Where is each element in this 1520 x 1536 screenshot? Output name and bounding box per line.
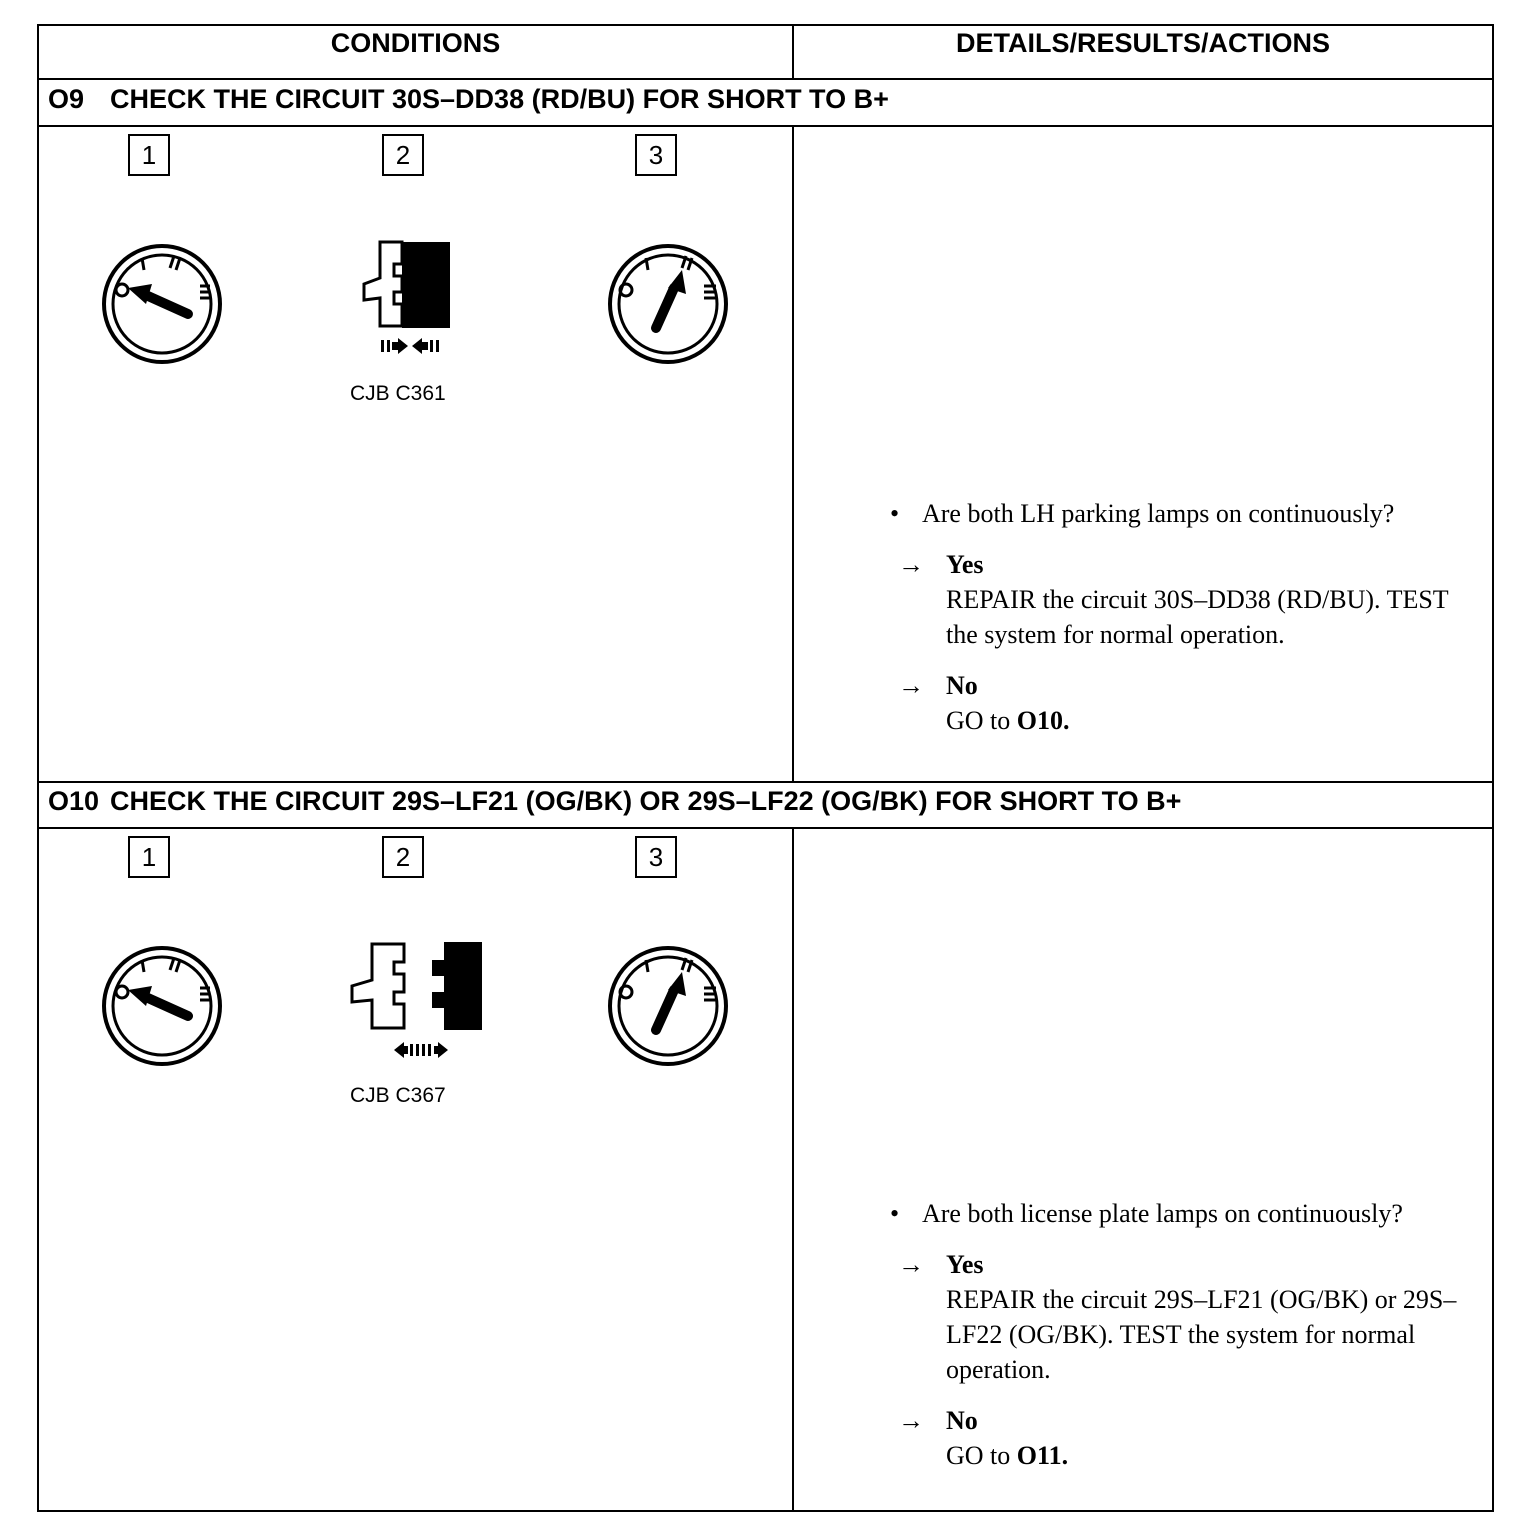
details-column-header: DETAILS/RESULTS/ACTIONS bbox=[955, 28, 1330, 58]
yes-label: Yes bbox=[946, 550, 984, 579]
table-left-border bbox=[37, 24, 39, 1512]
step-o10-title bbox=[48, 786, 1181, 817]
table-right-border bbox=[1492, 24, 1494, 1512]
ignition-off-icon bbox=[100, 944, 225, 1069]
no-action bbox=[946, 1438, 1480, 1473]
connector-caption: CJB C361 bbox=[350, 382, 446, 405]
step-o10-details bbox=[890, 1196, 1480, 1473]
bullet-icon: • bbox=[890, 1199, 900, 1228]
condition-step-2: 2 bbox=[382, 134, 424, 176]
bullet-icon: • bbox=[890, 499, 900, 528]
condition-step-2: 2 bbox=[382, 836, 424, 878]
no-option bbox=[890, 1403, 1480, 1473]
yes-option bbox=[890, 1247, 1480, 1387]
table-bottom-border bbox=[37, 1510, 1494, 1512]
connector-connected-icon bbox=[352, 238, 458, 362]
header-divider bbox=[37, 78, 1494, 80]
no-action-prefix: GO to bbox=[946, 706, 1011, 735]
condition-step-3: 3 bbox=[635, 134, 677, 176]
condition-step-1: 1 bbox=[128, 134, 170, 176]
ignition-on-icon bbox=[606, 944, 731, 1069]
step-title-text: CHECK THE CIRCUIT 29S–LF21 (OG/BK) OR 29S–LF22 (OG/BK) FOR SHORT TO B+ bbox=[110, 786, 1182, 816]
question-text: Are both license plate lamps on continuously? bbox=[922, 1199, 1403, 1228]
ignition-off-icon bbox=[100, 242, 225, 367]
next-step-link[interactable]: O10. bbox=[1016, 706, 1070, 735]
condition-step-1: 1 bbox=[128, 836, 170, 878]
column-divider-o9 bbox=[792, 125, 794, 782]
condition-step-3: 3 bbox=[635, 836, 677, 878]
arrow-right-icon: → bbox=[898, 671, 924, 700]
step-o9-details bbox=[890, 496, 1480, 738]
step-title-text: CHECK THE CIRCUIT 30S–DD38 (RD/BU) FOR SHORT TO B+ bbox=[110, 84, 889, 114]
step-divider bbox=[37, 781, 1494, 783]
step-o9-title bbox=[48, 84, 889, 115]
arrow-right-icon: → bbox=[898, 1250, 924, 1279]
conditions-column-header: CONDITIONS bbox=[330, 28, 501, 58]
step-o9-title-divider bbox=[37, 125, 1494, 127]
step-number: O9 bbox=[48, 84, 85, 114]
question-text: Are both LH parking lamps on continuously? bbox=[922, 499, 1395, 528]
column-divider-o10 bbox=[792, 827, 794, 1511]
step-number: O10 bbox=[48, 786, 100, 816]
step-o10-title-divider bbox=[37, 827, 1494, 829]
arrow-right-icon: → bbox=[898, 1406, 924, 1435]
yes-label: Yes bbox=[946, 1250, 984, 1279]
no-action-prefix: GO to bbox=[946, 1441, 1011, 1470]
check-question bbox=[890, 496, 1480, 531]
no-action bbox=[946, 703, 1480, 738]
yes-action: REPAIR the circuit 29S–LF21 (OG/BK) or 29S–LF22 (OG/BK). TEST the system for normal operation. bbox=[946, 1285, 1457, 1384]
no-label: No bbox=[946, 1406, 978, 1435]
table-top-border bbox=[37, 24, 1494, 26]
connector-caption: CJB C367 bbox=[350, 1084, 446, 1107]
connector-disconnected-icon bbox=[344, 940, 486, 1064]
no-option bbox=[890, 668, 1480, 738]
no-label: No bbox=[946, 671, 978, 700]
yes-action: REPAIR the circuit 30S–DD38 (RD/BU). TEST the system for normal operation. bbox=[946, 585, 1449, 649]
ignition-on-icon bbox=[606, 242, 731, 367]
yes-option bbox=[890, 547, 1480, 652]
check-question bbox=[890, 1196, 1480, 1231]
arrow-right-icon: → bbox=[898, 550, 924, 579]
next-step-link[interactable]: O11. bbox=[1016, 1441, 1069, 1470]
